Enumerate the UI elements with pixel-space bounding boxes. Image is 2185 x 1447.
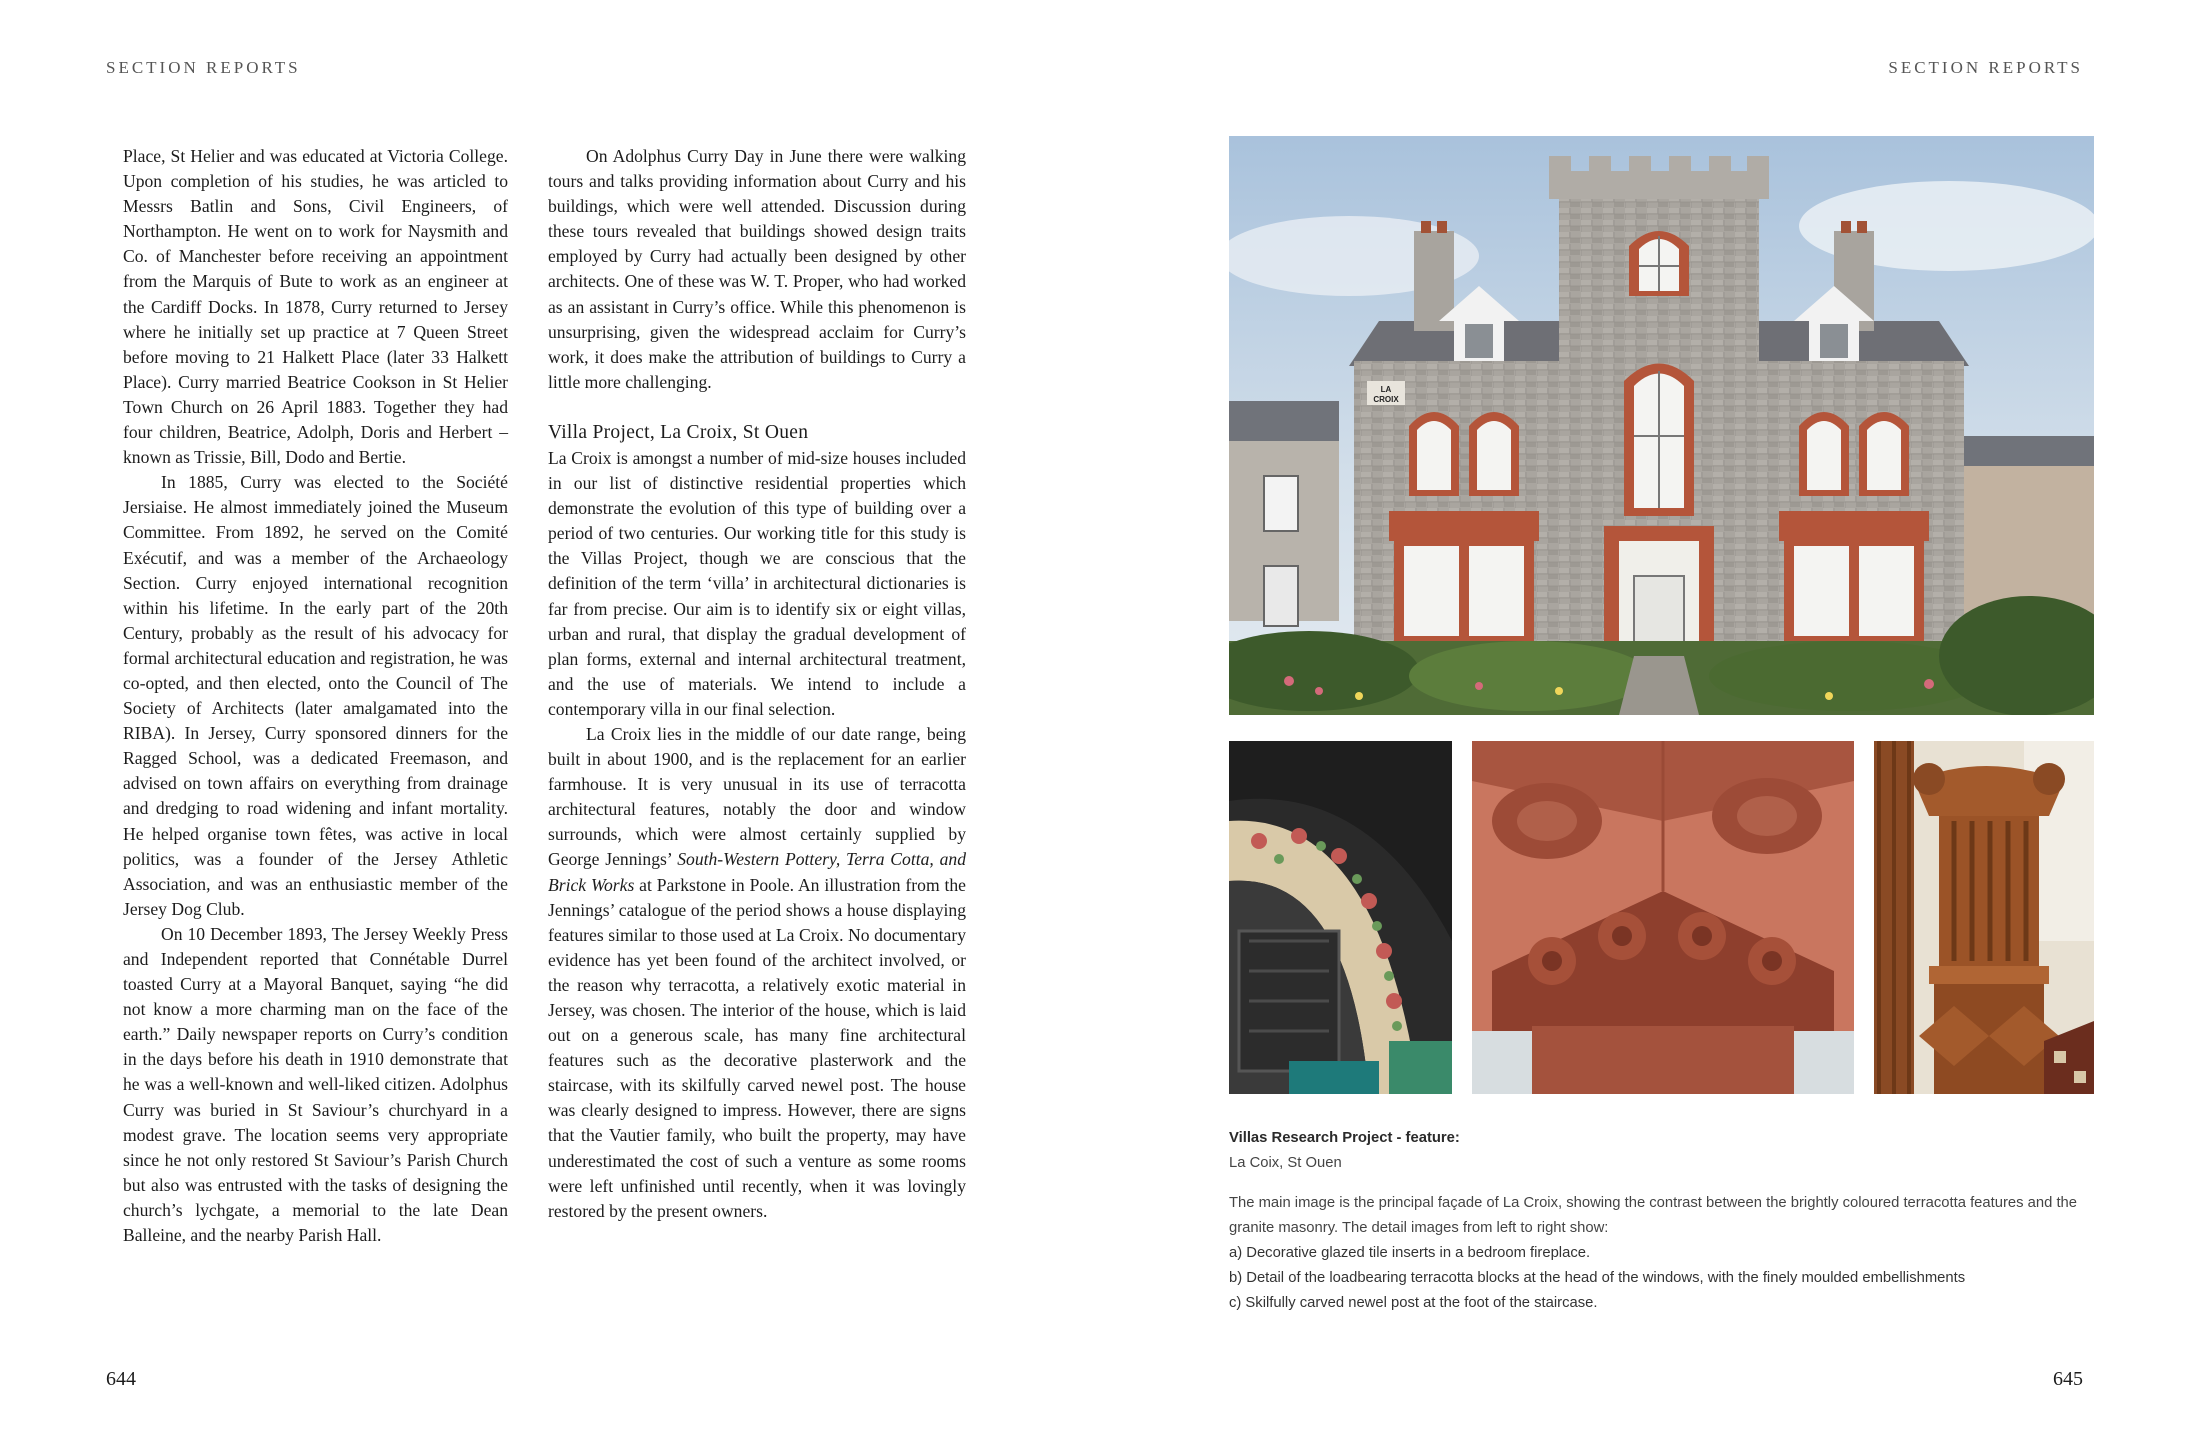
running-head-left: SECTION REPORTS [106, 58, 301, 77]
detail-photo-newel-post [1874, 741, 2094, 1094]
photo-caption [1229, 1126, 2099, 1316]
paragraph: On Adolphus Curry Day in June there were walking tours and talks providing information about Curry and his buildings, which were well attended. Discussion during these tours revealed that buildings showed design traits employed by Curry had actually been designed by other architects. One of these was W. T. Proper, who had worked as an assistant in Curry’s office. While this phenomenon is unsurprising, given the widespread acclaim for Curry’s work, it does make the attribution of buildings to Curry a little more challenging. [548, 146, 966, 392]
caption-item-b: b) Detail of the loadbearing terracotta blocks at the head of the windows, with the finely moulded embellishments [1229, 1270, 1966, 1286]
page-number-left: 644 [106, 1368, 136, 1390]
detail-photo-fireplace [1229, 741, 1452, 1094]
paragraph: In 1885, Curry was elected to the Société Jersiaise. He almost immediately joined the Museum Committee. From 1892, he served on the Comité Exécutif, and was a member of the Archaeology Section. Curry enjoyed international recognition within his lifetime. In the early part of the 20th Century, probably as the result of his advocacy for formal architectural education and registration, he was co-opted, and then elected, onto the Council of The Society of Architects (later amalgamated into the RIBA). In Jersey, Curry sponsored dinners for the Ragged School, was a dedicated Freemason, and advised on town affairs on everything from drainage and dredging to road widening and infant mortality. He helped organise town fêtes, was active in local politics, was a founder of the Jersey Athletic Association, and was an enthusiastic member of the Jersey Dog Club. [123, 472, 508, 919]
sign-text-line1: LA [1380, 385, 1392, 394]
text-column-1 [123, 144, 508, 1248]
paragraph: On 10 December 1893, The Jersey Weekly Press and Independent reported that Connétable Durrel toasted Curry at a Mayoral Banquet, saying “he did not know a more charming man on the face of the earth.” Daily newspaper reports on Curry’s condition in the days before his death in 1910 demonstrate that he was a well-known and well-liked citizen. Adolphus Curry was buried in St Saviour’s churchyard in a modest grave. The location seems very appropriate since he not only restored St Saviour’s Parish Church but also was entrusted with the tasks of designing the church’s lychgate, a memorial to the late Dean Balleine, and the nearby Parish Hall. [123, 923, 508, 1246]
paragraph [548, 722, 966, 1224]
main-photo-facade [1229, 136, 2094, 715]
caption-subtitle: La Coix, St Ouen [1229, 1155, 1342, 1171]
text-run: La Croix lies in the middle of our date range, being built in about 1900, and is the replacement for an earlier farmhouse. It is very unusual in its use of terracotta architectural features, notably the door and window surrounds, which were almost certainly supplied by George Jennings’ [548, 723, 966, 870]
section-heading: Villa Project, La Croix, St Ouen [548, 421, 809, 443]
text-column-2 [548, 144, 966, 1224]
italic-title: South-Western Pottery, Terra Cotta, and Brick Works [548, 849, 967, 895]
caption-item-a: a) Decorative glazed tile inserts in a bedroom fireplace. [1229, 1245, 1591, 1261]
paragraph: La Croix is amongst a number of mid-size houses included in our list of distinctive residential properties which demonstrate the evolution of this type of building over a period of two centuries. Our working title for this study is the Villas Project, though we are conscious that the definition of the term ‘villa’ in architectural dictionaries is far from precise. Our aim is to identify six or eight villas, urban and rural, that display the gradual development of plan forms, external and internal architectural treatment, and the use of materials. We intend to include a contemporary villa in our final selection. [548, 447, 966, 719]
page-number-right: 645 [2053, 1368, 2083, 1390]
caption-body: The main image is the principal façade of La Croix, showing the contrast between the brightly coloured terracotta features and the granite masonry. The detail images from left to right show: [1229, 1195, 2078, 1236]
sign-text-line2: CROIX [1373, 395, 1399, 404]
paragraph: Place, St Helier and was educated at Victoria College. Upon completion of his studies, he was articled to Messrs Batlin and Sons, Civil Engineers, of Northampton. He went on to work for Naysmith and Co. of Manchester before receiving an appointment from the Marquis of Bute to work as an engineer at the Cardiff Docks. In 1878, Curry returned to Jersey where he initially set up practice at 7 Queen Street before moving to 21 Halkett Place (later 33 Halkett Place). Curry married Beatrice Cookson in St Helier Town Church on 26 April 1883. Together they had four children, Beatrice, Adolph, Doris and Herbert – known as Trissie, Bill, Dodo and Bertie. [123, 146, 508, 468]
caption-item-c: c) Skilfully carved newel post at the foot of the staircase. [1229, 1295, 1598, 1311]
running-head-right: SECTION REPORTS [1888, 58, 2083, 77]
detail-photo-terracotta [1472, 741, 1854, 1094]
caption-title: Villas Research Project - feature: [1229, 1130, 1460, 1146]
text-run: at Parkstone in Poole. An illustration from the Jennings’ catalogue of the period shows a house displaying features similar to those used at La Croix. No documentary evidence has yet been found of the architect involved, or the reason why terracotta, a relatively exotic material in Jersey, was chosen. The interior of the house, which is laid out on a generous scale, has many fine architectural features such as the decorative plasterwork and the staircase, with its skilfully carved newel post. The house was clearly designed to impress. However, there are signs that the Vautier family, who built the property, may have underestimated the cost of such a venture as some rooms were left unfinished until recently, when it was lovingly restored by the present owners. [548, 874, 966, 1221]
